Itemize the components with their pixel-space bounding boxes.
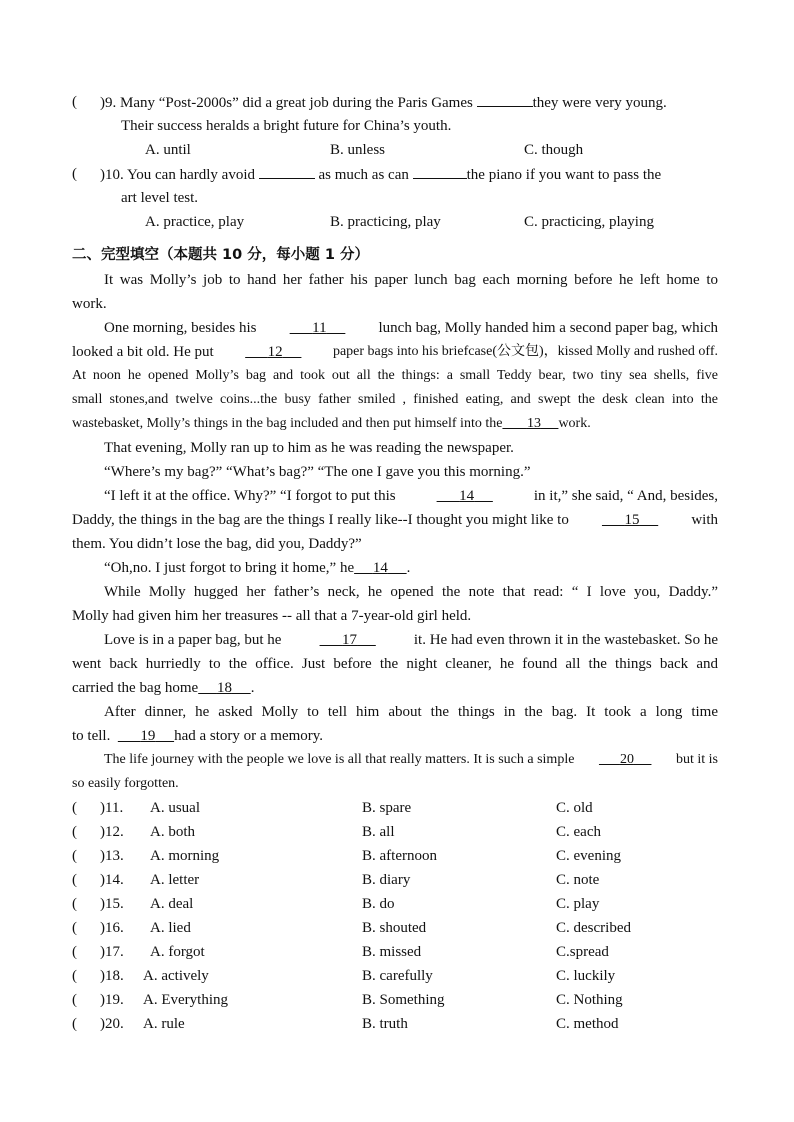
passage-text: That evening, Molly ran up to him as he was reading the newspaper. [104, 440, 514, 456]
passage-text: to tell. [72, 728, 111, 744]
choice-option-c[interactable]: C. Nothing [556, 992, 623, 1008]
choice-option-a[interactable]: A. actively [143, 968, 209, 984]
passage-line [72, 726, 323, 746]
passage-text: small stones,and twelve coins...the busy father smiled , finished eating, and swept the desk clean into the [72, 392, 718, 407]
choice-option-b[interactable]: B. all [362, 824, 395, 840]
blank-number: 14 [372, 560, 388, 576]
choice-option-a[interactable]: A. rule [143, 1016, 185, 1032]
passage-text: carried the bag home [72, 680, 199, 696]
passage-text: but it is [675, 752, 718, 767]
choice-option-c[interactable]: C. play [556, 896, 600, 912]
choice-option-a[interactable]: A. morning [150, 848, 220, 864]
choice-paren: ( [72, 944, 77, 960]
choice-paren: ( [72, 872, 77, 888]
blank-number: 20 [619, 752, 634, 767]
choice-option-c[interactable]: C. old [556, 800, 593, 816]
blank-number: 13 [526, 416, 541, 431]
q9-option-a: A. until [145, 142, 191, 158]
passage-line [72, 390, 718, 410]
blank-17[interactable] [320, 630, 376, 650]
passage-line [104, 558, 410, 578]
choice-option-b[interactable]: B. carefully [362, 968, 433, 984]
blank-12[interactable] [245, 342, 301, 362]
passage-text: “Where’s my bag?” “What’s bag?” “The one I gave you this morning.” [104, 464, 531, 480]
passage-line [72, 414, 591, 434]
choice-number: )11. [100, 800, 124, 816]
q9-option-c: C. though [524, 142, 584, 158]
choice-option-a[interactable]: A. Everything [143, 992, 228, 1008]
passage-text: so easily forgotten. [72, 776, 179, 791]
passage-text: “Oh,no. I just forgot to bring it home,” he [104, 560, 355, 576]
q10-blank-2[interactable] [413, 164, 467, 179]
passage-line [104, 318, 718, 338]
choice-option-c[interactable]: C.spread [556, 944, 609, 960]
q9-text-b: they were very young. [532, 95, 667, 111]
blank-16[interactable] [354, 560, 407, 576]
q10-option-b: B. practicing, play [330, 214, 441, 230]
section-heading: 二、完型填空（本题共 10 分，每小题 1 分） [72, 247, 369, 263]
choice-option-a[interactable]: A. deal [150, 896, 194, 912]
q9-line2: Their success heralds a bright future for China’s youth. [121, 118, 452, 134]
choice-option-b[interactable]: B. afternoon [362, 848, 437, 864]
passage-text: Molly had given him her treasures -- all that a 7-year-old girl held. [72, 608, 472, 624]
passage-line [104, 630, 718, 650]
passage-text: work. [72, 296, 107, 312]
choice-number: )16. [100, 920, 124, 936]
blank-15[interactable] [602, 510, 658, 530]
q9-paren: ( [72, 94, 77, 110]
q9-blank[interactable] [477, 92, 533, 107]
blank-11[interactable] [290, 318, 346, 338]
choice-option-b[interactable]: B. diary [362, 872, 411, 888]
choice-option-b[interactable]: B. truth [362, 1016, 408, 1032]
passage-text: lunch bag, Molly handed him a second paper bag, which [378, 320, 718, 336]
passage-text: Love is in a paper bag, but he [104, 632, 282, 648]
blank-number: 12 [267, 344, 283, 360]
passage-text: in it,” she said, “ And, besides, [533, 488, 718, 504]
choice-option-b[interactable]: B. shouted [362, 920, 427, 936]
choice-option-c[interactable]: C. method [556, 1016, 619, 1032]
passage-text: work. [558, 416, 591, 431]
passage-text: The life journey with the people we love is all that really matters. It is such a simple [104, 752, 575, 767]
blank-20[interactable] [599, 750, 652, 770]
choice-option-a[interactable]: A. both [150, 824, 195, 840]
passage-text: Daddy, the things in the bag are the things I really like--I thought you might like to [72, 512, 569, 528]
choice-paren: ( [72, 920, 77, 936]
passage-line [104, 702, 718, 722]
q9-line1 [100, 92, 667, 113]
blank-number: 17 [342, 632, 358, 648]
passage-line [104, 486, 718, 506]
choice-option-b[interactable]: B. missed [362, 944, 422, 960]
passage-line [72, 366, 718, 386]
q10-text-b: as much as can [318, 167, 409, 183]
choice-number: )14. [100, 872, 124, 888]
choice-number: )12. [100, 824, 124, 840]
passage-text: It was Molly’s job to hand her father his paper lunch bag each morning before he left home to [104, 272, 718, 288]
q10-line1 [100, 164, 661, 185]
q10-option-a: A. practice, play [145, 214, 245, 230]
blank-number: 15 [624, 512, 640, 528]
passage-text: paper bags into his briefcase(公文包)，kissed Molly and rushed off. [332, 344, 718, 359]
passage-text: wastebasket, Molly’s things in the bag included and then put himself into the [72, 416, 503, 431]
passage-line [104, 582, 718, 602]
blank-number: 14 [459, 488, 475, 504]
passage-line [72, 342, 718, 362]
choice-number: )17. [100, 944, 124, 960]
passage-line [104, 750, 718, 770]
choice-option-c[interactable]: C. luckily [556, 968, 616, 984]
choice-number: )15. [100, 896, 124, 912]
choice-paren: ( [72, 848, 77, 864]
choice-number: )20. [100, 1016, 124, 1032]
choice-number: )19. [100, 992, 124, 1008]
choice-option-b[interactable]: B. do [362, 896, 395, 912]
choice-paren: ( [72, 1016, 77, 1032]
passage-text: them. You didn’t lose the bag, did you, Daddy?” [72, 536, 362, 552]
passage-line [104, 270, 718, 290]
blank-19[interactable] [118, 728, 174, 744]
q10-line2: art level test. [121, 190, 199, 206]
passage-text: . [250, 680, 255, 696]
choice-number: )18. [100, 968, 124, 984]
passage-text: had a story or a memory. [174, 728, 324, 744]
passage-text: . [406, 560, 411, 576]
q9-option-b: B. unless [330, 142, 386, 158]
choice-option-a[interactable]: A. forgot [150, 944, 205, 960]
choice-option-c[interactable]: C. evening [556, 848, 621, 864]
blank-14[interactable] [437, 486, 493, 506]
choice-paren: ( [72, 800, 77, 816]
choice-option-c[interactable]: C. described [556, 920, 631, 936]
choice-option-c[interactable]: C. note [556, 872, 600, 888]
choice-paren: ( [72, 896, 77, 912]
blank-13[interactable] [502, 416, 558, 431]
passage-text: looked a bit old. He put [72, 344, 214, 360]
passage-text: After dinner, he asked Molly to tell him about the things in the bag. It took a long time [104, 704, 718, 720]
passage-text: At noon he opened Molly’s bag and took out all the things: a small Teddy bear, two tiny sea shells, five [72, 368, 718, 383]
q10-blank-1[interactable] [259, 164, 315, 179]
choice-option-b[interactable]: B. Something [362, 992, 445, 1008]
passage-line [72, 678, 254, 698]
q10-text-c: the piano if you want to pass the [466, 167, 662, 183]
choice-option-a[interactable]: A. lied [150, 920, 191, 936]
passage-line [72, 654, 718, 674]
blank-number: 19 [140, 728, 156, 744]
blank-number: 11 [312, 320, 327, 336]
passage-text: While Molly hugged her father’s neck, he opened the note that read: “ I love you, Daddy.” [104, 584, 718, 600]
passage-text: went back hurriedly to the office. Just before the night cleaner, he found all the things back and [72, 656, 718, 672]
choice-option-c[interactable]: C. each [556, 824, 601, 840]
choice-option-a[interactable]: A. usual [150, 800, 200, 816]
passage-text: with [691, 512, 718, 528]
q9-text: )9. Many “Post-2000s” did a great job during the Paris Games [100, 95, 473, 111]
choice-paren: ( [72, 968, 77, 984]
blank-number: 18 [216, 680, 232, 696]
passage-line [72, 510, 718, 530]
choice-paren: ( [72, 992, 77, 1008]
choice-number: )13. [100, 848, 124, 864]
passage-text: “I left it at the office. Why?” “I forgot to put this [104, 488, 396, 504]
q10-option-c: C. practicing, playing [524, 214, 654, 230]
blank-18[interactable] [198, 680, 251, 696]
passage-text: it. He had even thrown it in the wastebasket. So he [413, 632, 718, 648]
passage-text: One morning, besides his [104, 320, 257, 336]
choice-paren: ( [72, 824, 77, 840]
choice-option-a[interactable]: A. letter [150, 872, 200, 888]
q10-text-a: )10. You can hardly avoid [100, 167, 255, 183]
q10-paren: ( [72, 166, 77, 182]
choice-option-b[interactable]: B. spare [362, 800, 412, 816]
